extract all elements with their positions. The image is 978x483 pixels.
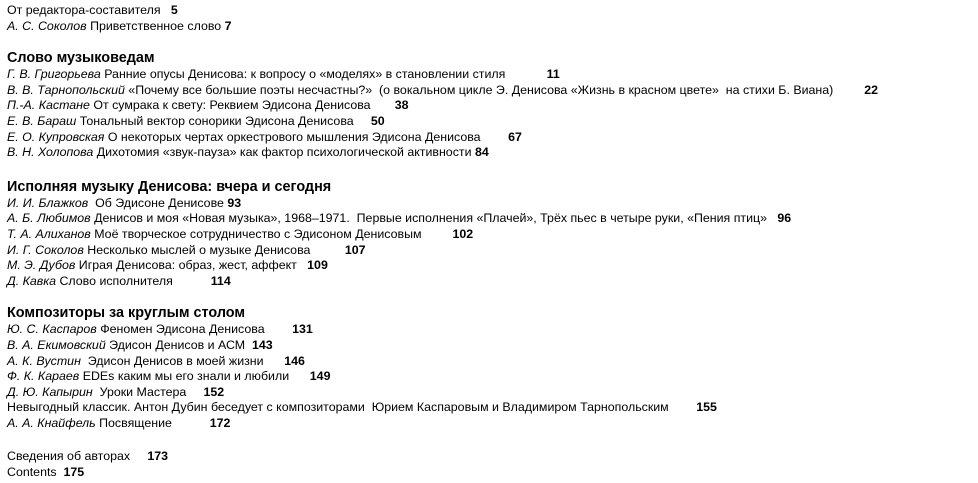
- entry-author: Г. В. Григорьева: [7, 67, 101, 82]
- entry-title: От редактора-составителя: [7, 3, 161, 17]
- page-number: 143: [252, 337, 273, 352]
- section-heading: Слово музыковедам: [7, 50, 155, 67]
- page-number: 109: [307, 258, 328, 273]
- section-entries: [7, 196, 972, 290]
- entry-spacer: [669, 400, 697, 414]
- entry-spacer: [130, 449, 147, 463]
- page-number: 114: [210, 273, 231, 288]
- entry-author: А. К. Вустин: [7, 353, 81, 368]
- section-heading: Композиторы за круглым столом: [7, 305, 246, 322]
- toc-entry: [7, 3, 972, 19]
- toc-entry: [7, 369, 972, 385]
- entry-spacer: [289, 369, 310, 383]
- entry-spacer: [161, 3, 171, 17]
- entry-title: Посвящение: [95, 415, 172, 430]
- page-number: 155: [696, 400, 717, 415]
- page-number: 152: [203, 384, 225, 399]
- entry-spacer: [186, 385, 203, 399]
- entry-spacer: [173, 274, 211, 288]
- entry-author: А. А. Кнайфель: [7, 415, 96, 430]
- toc-entry: [7, 196, 972, 212]
- toc-entry: [7, 83, 972, 99]
- page-number: 22: [864, 82, 879, 97]
- toc-entry: [7, 465, 972, 481]
- entry-author: М. Э. Дубов: [7, 258, 76, 273]
- entry-author: П.-А. Кастане: [7, 98, 90, 113]
- table-of-contents: [7, 3, 972, 481]
- entry-title: «Почему все большие поэты несчастны?» (о вокальном цикле Э. Денисова «Жизнь в красном цвете» на стихи Б. Виана): [124, 82, 834, 97]
- entry-author: Д. Ю. Капырин: [7, 384, 93, 399]
- entry-title: Эдисон Денисов в моей жизни: [80, 353, 264, 368]
- page-number: 7: [224, 18, 232, 33]
- page-number: 172: [209, 415, 231, 430]
- entry-title: Слово исполнителя: [56, 273, 173, 288]
- entry-title: Сведения об авторах: [7, 449, 131, 464]
- toc-entry: [7, 354, 972, 370]
- entry-author: В. В. Тарнопольский: [7, 82, 125, 97]
- entry-author: Т. А. Алиханов: [7, 226, 91, 241]
- toc-entry: [7, 449, 972, 465]
- page-number: 149: [309, 369, 331, 384]
- entry-title: Эдисон Денисов и АСМ: [105, 337, 246, 352]
- entry-title: Несколько мыслей о музыке Денисова: [83, 242, 311, 257]
- entry-title: От сумрака к свету: Реквием Эдисона Денисова: [89, 98, 371, 113]
- entry-author: Ф. К. Караев: [7, 369, 80, 384]
- page-number: 93: [227, 195, 242, 210]
- toc-entry: [7, 274, 972, 290]
- page-number: 67: [508, 129, 522, 144]
- section-entries: [7, 322, 972, 431]
- entry-spacer: [245, 338, 252, 352]
- page-number: 173: [147, 449, 168, 464]
- entry-title: Дихотомия «звук-пауза» как фактор психологической активности: [93, 145, 472, 160]
- toc-entry: [7, 130, 972, 146]
- entry-title: Уроки Мастера: [92, 384, 187, 399]
- page-number: 5: [170, 3, 178, 17]
- entry-spacer: [265, 322, 293, 336]
- entry-author: И. И. Блажков: [7, 195, 89, 210]
- toc-entry: [7, 67, 972, 83]
- toc-entry: [7, 416, 972, 432]
- toc-entry: [7, 385, 972, 401]
- toc-entry: [7, 98, 972, 114]
- page-number: 146: [284, 353, 305, 368]
- entry-spacer: [354, 114, 371, 128]
- entry-spacer: [264, 354, 285, 368]
- toc-entry: [7, 400, 972, 416]
- page-number: 84: [474, 145, 489, 160]
- page-number: 175: [63, 465, 85, 480]
- entry-author: Д. Кавка: [7, 273, 57, 288]
- entry-spacer: [371, 98, 395, 112]
- toc-entry: [7, 211, 972, 227]
- toc-entry: [7, 338, 972, 354]
- page-number: 50: [370, 113, 385, 128]
- page-number: 102: [452, 226, 474, 241]
- page-number: 38: [394, 98, 409, 113]
- entry-author: В. А. Екимовский: [7, 337, 106, 352]
- toc-entry: [7, 114, 972, 130]
- entry-author: Е. В. Бараш: [7, 113, 77, 128]
- toc-entry: [7, 145, 972, 161]
- toc-entry: [7, 258, 972, 274]
- entry-title: EDEs каким мы его знали и любили: [79, 369, 290, 384]
- entry-spacer: [422, 227, 453, 241]
- entry-spacer: [310, 243, 344, 257]
- entry-author: А. Б. Любимов: [7, 211, 91, 226]
- section-heading: Исполняя музыку Денисова: вчера и сегодня: [7, 178, 332, 195]
- toc-entry: [7, 322, 972, 338]
- entry-title: Об Эдисоне Денисове: [88, 195, 224, 210]
- entry-title: Ранние опусы Денисова: к вопросу о «моделях» в становлении стиля: [100, 67, 506, 82]
- page-number: 11: [546, 67, 560, 82]
- page-number: 96: [777, 211, 792, 226]
- entry-title: О некоторых чертах оркестрового мышления Эдисона Денисова: [104, 129, 481, 144]
- entry-title: Невыгодный классик. Антон Дубин беседует с композиторами Юрием Каспаровым и Владимиром Тарнопольским: [7, 400, 669, 415]
- entry-author: А. С. Соколов: [7, 18, 87, 33]
- entry-spacer: [505, 67, 546, 81]
- entry-title: Моё творческое сотрудничество с Эдисоном Денисовым: [90, 226, 422, 241]
- entry-title: Играя Денисова: образ, жест, аффект: [75, 258, 297, 273]
- entry-spacer: [767, 211, 777, 225]
- page-number: 131: [292, 322, 313, 337]
- toc-entry: [7, 243, 972, 259]
- entry-spacer: [481, 130, 509, 144]
- page-number: 107: [344, 242, 366, 257]
- entry-author: Е. О. Купровская: [7, 129, 105, 144]
- entry-author: Ю. С. Каспаров: [7, 322, 97, 337]
- entry-author: В. Н. Холопова: [7, 145, 94, 160]
- section-entries: [7, 67, 972, 161]
- entry-title: Феномен Эдисона Денисова: [96, 322, 265, 337]
- entry-spacer: [172, 416, 210, 430]
- toc-entry: [7, 19, 972, 35]
- entry-spacer: [833, 83, 864, 97]
- entry-author: И. Г. Соколов: [7, 242, 84, 257]
- entry-title: Денисов и моя «Новая музыка», 1968–1971. Первые исполнения «Плачей», Трёх пьес в четыре руки, «Пения птиц»: [90, 211, 768, 226]
- toc-entry: [7, 227, 972, 243]
- entry-title: Тональный вектор сонорики Эдисона Денисова: [76, 113, 354, 128]
- entry-title: Приветственное слово: [86, 18, 222, 33]
- entry-spacer: [297, 258, 307, 272]
- entry-title: Contents: [7, 465, 57, 480]
